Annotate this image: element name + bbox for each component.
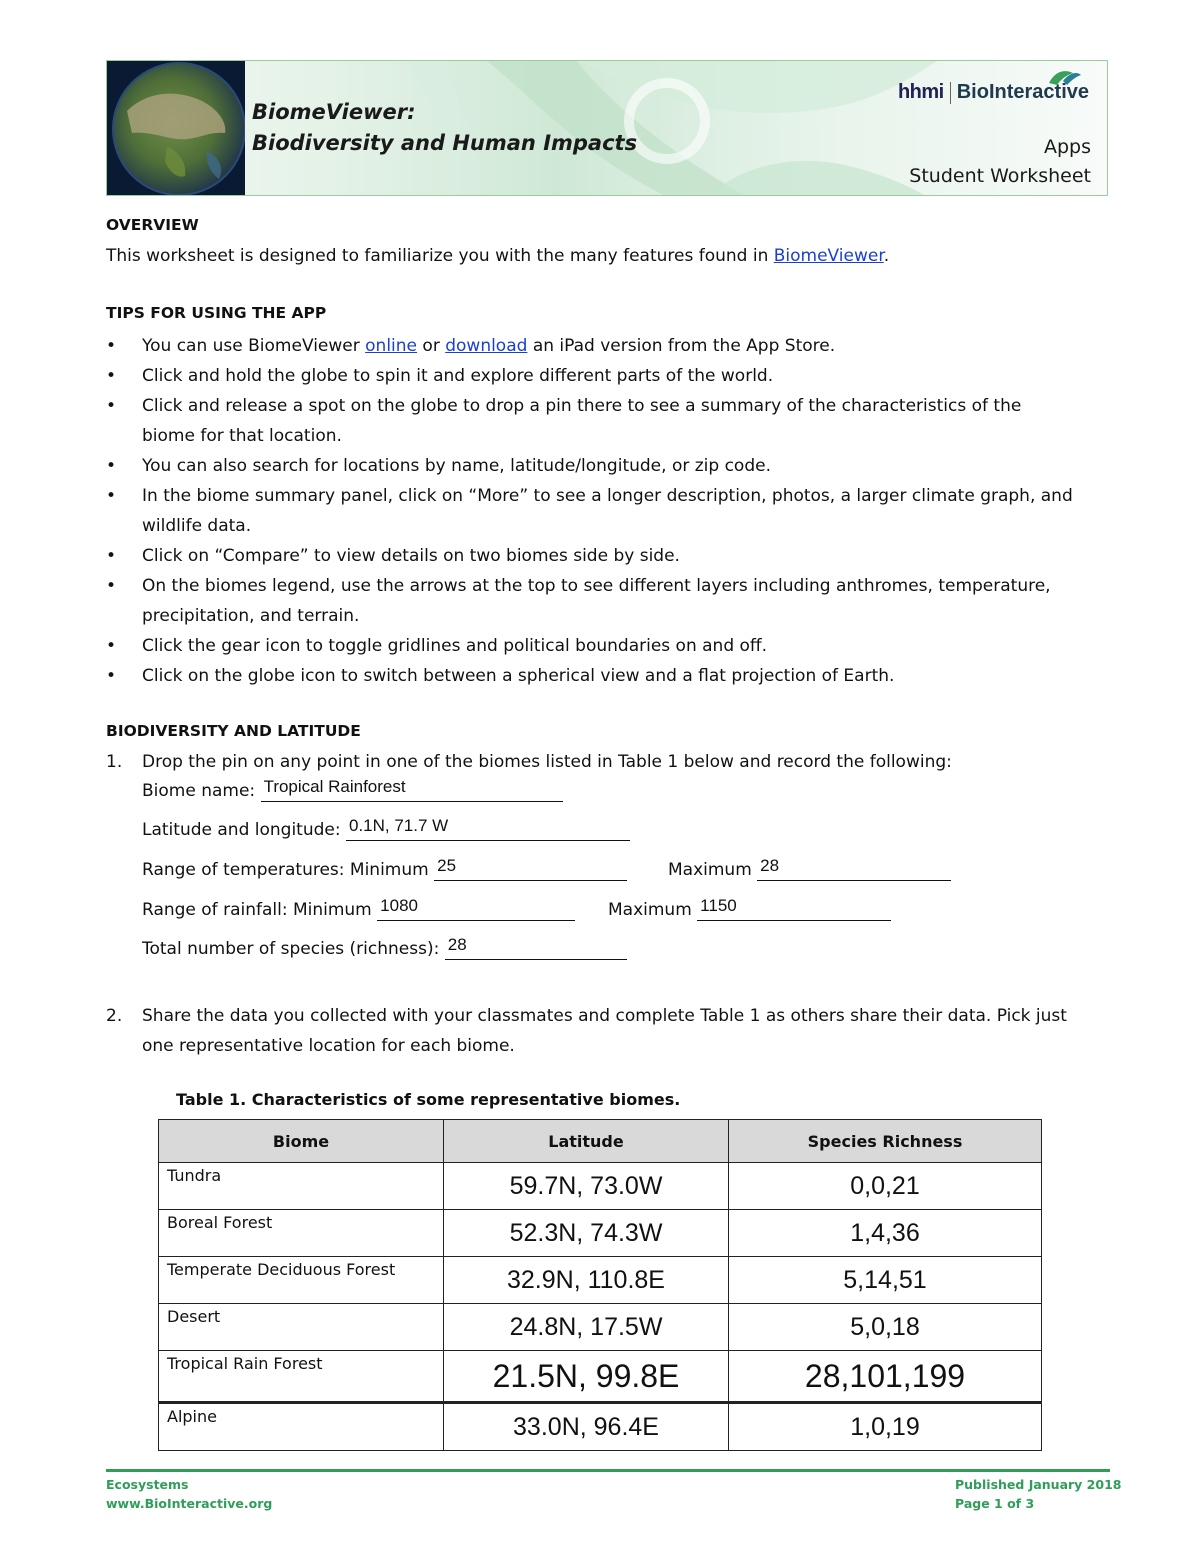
species-input[interactable]: 28 — [445, 936, 627, 960]
biome-name-input[interactable]: Tropical Rainforest — [261, 778, 563, 802]
question-1-text: Drop the pin on any point in one of the biomes listed in Table 1 below and record the following: — [142, 752, 952, 772]
species-field — [142, 936, 627, 960]
cell-latitude[interactable]: 52.3N, 74.3W — [444, 1210, 729, 1257]
table-row — [159, 1351, 1042, 1403]
biome-name-label: Biome name: — [142, 781, 256, 801]
temp-min-input[interactable]: 25 — [434, 857, 627, 881]
worksheet-title — [252, 97, 637, 159]
cell-latitude[interactable]: 59.7N, 73.0W — [444, 1163, 729, 1210]
cell-biome: Boreal Forest — [159, 1210, 444, 1257]
question-1 — [106, 747, 952, 777]
latlong-label: Latitude and longitude: — [142, 820, 341, 840]
tip1-text-b: or — [417, 336, 446, 356]
footer-website: www.BioInteractive.org — [106, 1496, 273, 1511]
table-row — [159, 1257, 1042, 1304]
header-biome: Biome — [159, 1120, 444, 1163]
footer-left — [106, 1475, 272, 1513]
overview-text — [106, 241, 889, 271]
footer-right — [955, 1475, 1121, 1513]
tip-item: • You can also search for locations by name, latitude/longitude, or zip code. — [106, 451, 1106, 481]
question-1-number: 1. — [106, 752, 123, 772]
brand-hhmi: hhmi — [897, 81, 944, 103]
cell-biome: Desert — [159, 1304, 444, 1351]
brand-separator — [950, 82, 951, 104]
table-row — [159, 1163, 1042, 1210]
tip-item: • On the biomes legend, use the arrows at the top to see different layers including anthromes, temperature, precipitation, and terrain. — [106, 571, 1092, 631]
online-link[interactable]: online — [365, 336, 418, 356]
cell-latitude[interactable]: 33.0N, 96.4E — [444, 1403, 729, 1451]
latlong-field — [142, 817, 630, 841]
temp-min-label: Range of temperatures: Minimum — [142, 860, 429, 880]
cell-richness[interactable]: 1,0,19 — [729, 1403, 1042, 1451]
tip-item: • In the biome summary panel, click on “More” to see a longer description, photos, a larger climate graph, and wildlife data. — [106, 481, 1102, 541]
latlong-input[interactable]: 0.1N, 71.7 W — [346, 817, 630, 841]
rain-max-input[interactable]: 1150 — [697, 897, 891, 921]
overview-heading: OVERVIEW — [106, 216, 199, 234]
cell-latitude[interactable]: 32.9N, 110.8E — [444, 1257, 729, 1304]
tip-item: • Click the gear icon to toggle gridlines and political boundaries on and off. — [106, 631, 1106, 661]
hhmi-biointeractive-logo — [898, 81, 1089, 104]
tips-heading: TIPS FOR USING THE APP — [106, 304, 327, 322]
download-link[interactable]: download — [445, 336, 528, 356]
footer-divider — [106, 1469, 1110, 1472]
question-2-text: Share the data you collected with your classmates and complete Table 1 as others share their data. Pick just one representative location for each biome. — [142, 1006, 1067, 1056]
brand-biointeractive: BioInteractive — [956, 81, 1089, 103]
cell-biome: Temperate Deciduous Forest — [159, 1257, 444, 1304]
biome-name-field — [142, 778, 563, 802]
cell-richness[interactable]: 28,101,199 — [729, 1351, 1042, 1403]
globe-image — [107, 61, 245, 195]
temp-max-field — [668, 857, 951, 881]
cell-biome: Tundra — [159, 1163, 444, 1210]
rain-min-input[interactable]: 1080 — [377, 897, 575, 921]
footer-topic: Ecosystems — [106, 1477, 189, 1492]
table-row — [159, 1304, 1042, 1351]
rain-min-field — [142, 897, 575, 921]
cell-richness[interactable]: 0,0,21 — [729, 1163, 1042, 1210]
tip-item: • Click and release a spot on the globe to drop a pin there to see a summary of the characteristics of the biome for that location. — [106, 391, 1062, 451]
table-caption: Table 1. Characteristics of some representative biomes. — [176, 1090, 681, 1109]
cell-richness[interactable]: 5,0,18 — [729, 1304, 1042, 1351]
tip-item: • Click and hold the globe to spin it and explore different parts of the world. — [106, 361, 1106, 391]
cell-richness[interactable]: 5,14,51 — [729, 1257, 1042, 1304]
header-category: Apps — [1043, 136, 1091, 158]
header-doc-type: Student Worksheet — [909, 165, 1091, 187]
title-line-2: Biodiversity and Human Impacts — [252, 131, 638, 155]
header-banner — [106, 60, 1108, 196]
footer-published: Published January 2018 — [955, 1477, 1122, 1492]
temp-min-field — [142, 857, 627, 881]
rain-min-label: Range of rainfall: Minimum — [142, 900, 372, 920]
cell-richness[interactable]: 1,4,36 — [729, 1210, 1042, 1257]
question-2-number: 2. — [106, 1006, 123, 1026]
tip-item — [106, 331, 1106, 361]
table-row — [159, 1210, 1042, 1257]
table-row — [159, 1403, 1042, 1451]
temp-max-label: Maximum — [668, 860, 752, 880]
cell-biome: Tropical Rain Forest — [159, 1351, 444, 1403]
tip1-text-a: You can use BiomeViewer — [142, 336, 366, 356]
tips-list — [106, 331, 1106, 691]
header-latitude: Latitude — [444, 1120, 729, 1163]
temp-max-input[interactable]: 28 — [757, 857, 951, 881]
tip-item: • Click on “Compare” to view details on two biomes side by side. — [106, 541, 1106, 571]
header-doc-info — [909, 133, 1091, 191]
biome-table — [158, 1119, 1042, 1451]
tip-item: • Click on the globe icon to switch between a spherical view and a flat projection of Earth. — [106, 661, 1106, 691]
cell-latitude[interactable]: 24.8N, 17.5W — [444, 1304, 729, 1351]
overview-text-before: This worksheet is designed to familiarize you with the many features found in — [106, 246, 774, 266]
question-2 — [106, 1001, 1106, 1061]
biomeviewer-link[interactable]: BiomeViewer — [773, 246, 884, 266]
table-header-row — [159, 1120, 1042, 1163]
cell-latitude[interactable]: 21.5N, 99.8E — [444, 1351, 729, 1403]
tip1-text-c: an iPad version from the App Store. — [527, 336, 836, 356]
rain-max-label: Maximum — [608, 900, 692, 920]
biodiversity-heading: BIODIVERSITY AND LATITUDE — [106, 722, 361, 740]
overview-text-after: . — [883, 246, 890, 266]
header-species-richness: Species Richness — [729, 1120, 1042, 1163]
cell-biome: Alpine — [159, 1403, 444, 1451]
species-label: Total number of species (richness): — [142, 939, 440, 959]
footer-page-number: Page 1 of 3 — [955, 1496, 1035, 1511]
rain-max-field — [608, 897, 891, 921]
title-line-1: BiomeViewer: — [252, 100, 416, 124]
